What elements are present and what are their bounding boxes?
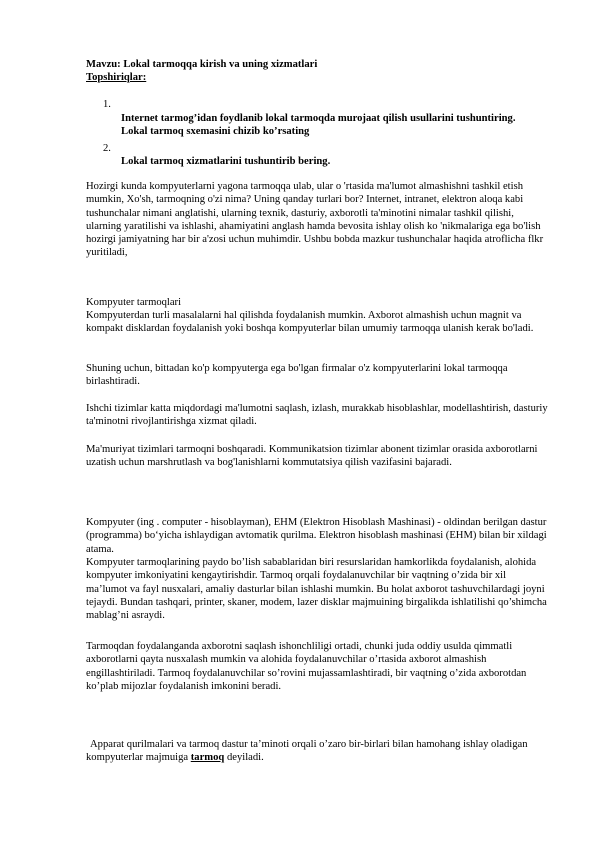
paragraph: Kompyuterdan turli masalalarni hal qilishda foydalanish mumkin. Axborot almashish uchun magnit va kompakt disklardan foydalanish yoki boshqa kompyuterlar bilan umumiy tarmoqqa ulanish kerak bo'ladi. bbox=[86, 310, 534, 335]
paragraph bbox=[86, 738, 548, 765]
paragraph: Shuning uchun, bittadan ko'p kompyuterga ega bo'lgan firmalar o'z kompyuterlarini lokal tarmoqqa birlashtiradi. bbox=[86, 363, 508, 388]
paragraph: Kompyuter tarmoqlarining paydo bo’lish sabablaridan biri resurslaridan hamkorlikda foydalanish, alohida kompyuter imkoniyatini kengaytirishdir. Tarmoq orqali foydalanuvchilar bir vaqtning o’zida bir xil ma’lumot va fayl nusxalari, amaliy dasturlar bilan ishlashi mumkin. Bu holat axborot tashuvchilardagi joyni tejaydi. Bundan tashqari, printer, skaner, modem, lazer disklar majmuining birgalikda ishlatilishi qo’shimcha mablag’ni asraydi. bbox=[86, 557, 547, 622]
paragraph: Tarmoqdan foydalanganda axborotni saqlash ishonchliligi ortadi, chunki juda oddiy usulda qimmatli axborotlarni qayta nusxalash mumkin va alohida foydalanuvchilar o’rtasida axborot almashish engillashtiriladi. Tarmoq foydalanuvchilar so’rovini mujassamlashtiradi, bir vaqtning o’zida axborotdan ko’plab mijozlar foydalanish imkonini beradi. bbox=[86, 641, 527, 692]
task-item: Internet tarmog’idan foydlanib lokal tarmoqda murojaat qilish usullarini tushuntiring. Lokal tarmoq sxemasini chizib ko’rsating bbox=[121, 113, 516, 138]
section-heading: Kompyuter tarmoqlari bbox=[86, 297, 182, 308]
paragraph: Ma'muriyat tizimlari tarmoqni boshqaradi. Kommunikatsion tizimlar abonent tizimlar orasida axborotlarni uzatish uchun marshrutlash va bog'lanishlarni kommutatsiya qilish vazifasini bajaradi. bbox=[86, 444, 538, 469]
task-item: Lokal tarmoq xizmatlarini tushuntirib bering. bbox=[121, 156, 331, 167]
task-number: 2. bbox=[103, 143, 111, 154]
tasks-heading: Topshiriqlar: bbox=[86, 72, 147, 83]
paragraph-text: Apparat qurilmalari va tarmoq dastur ta’minoti orqali o’zaro bir-birlari bilan hamohang ishlay oladigan kompyuterlar majmuiga bbox=[86, 739, 528, 764]
term-link[interactable]: tarmoq bbox=[190, 752, 225, 764]
paragraph: Kompyuter (ing . computer - hisoblayman), EHM (Elektron Hisoblash Mashinasi) - oldindan berilgan dastur (programma) bo‘yicha ishlaydigan avtomatik qurilma. Elektron hisoblash mashinasi (EHM) bilan bir xildagi atama. bbox=[86, 517, 547, 555]
task-number: 1. bbox=[103, 99, 111, 110]
paragraph: Ishchi tizimlar katta miqdordagi ma'lumotni saqlash, izlash, murakkab hisoblashlar, modellashtirish, dasturiy ta'minotni rivojlantirishga xizmat qiladi. bbox=[86, 403, 548, 428]
document-title: Mavzu: Lokal tarmoqqa kirish va uning xizmatlari bbox=[86, 59, 318, 70]
intro-paragraph: Hozirgi kunda kompyuterlarni yagona tarmoqqa ulab, ular o 'rtasida ma'lumot almashishni tashkil etish mumkin, Xo'sh, tarmoqning o'zi nima? Uning qanday turlari bor? Internet, intranet, elektron aloqa kabi tushunchalar nimani anglatishi, ularning texnik, dasturiy, axborotli ta'minotini nimalar tashkil qilishi, ularning yaratilishi va ishlashi, ahamiyatini anglash hamda bevosita ishlay olish ko 'nikmalariga ega bo'lish hozirgi jamiyatning har bir a'zosi uchun muhimdir. Ushbu bobda mazkur tushunchalar haqida atroflicha flkr yuritiladi, bbox=[86, 181, 544, 259]
paragraph-text: deyiladi. bbox=[226, 752, 264, 764]
